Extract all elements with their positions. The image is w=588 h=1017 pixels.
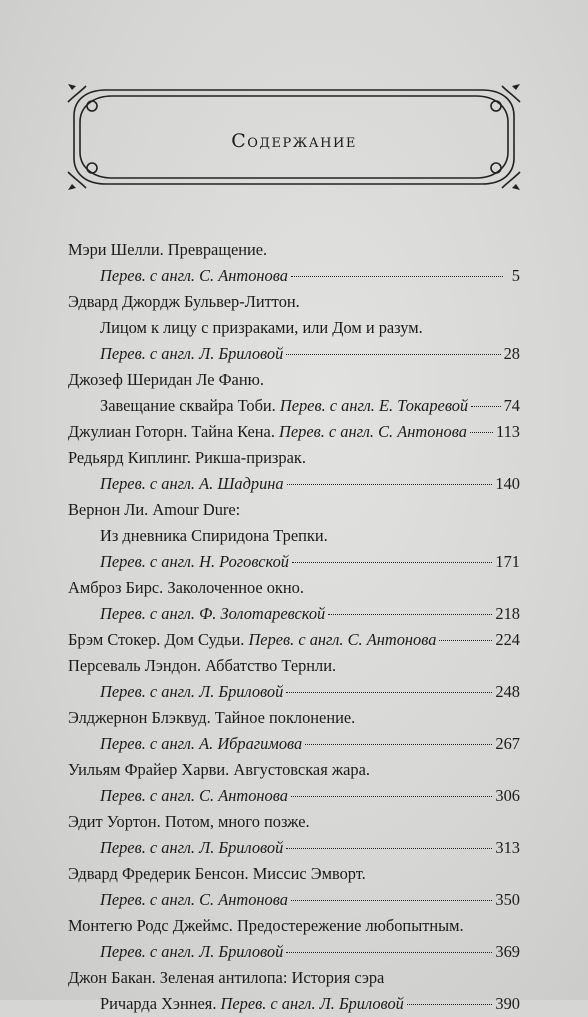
title-frame	[66, 82, 522, 192]
entry-translator-line	[68, 341, 520, 367]
leader-dots	[470, 432, 493, 433]
entry-translator: Перев. с англ. Л. Бриловой	[100, 942, 284, 961]
leader-dots	[286, 354, 500, 355]
entry-page-number: 369	[495, 942, 520, 961]
entry-page-number: 218	[495, 604, 520, 623]
entry-author-title	[68, 913, 520, 939]
leader-dots	[439, 640, 492, 641]
toc-entry	[68, 419, 520, 445]
entry-page-number: 113	[496, 422, 520, 441]
entry-translator-line	[68, 991, 520, 1017]
toc-entry	[68, 861, 520, 913]
entry-translator-line	[68, 731, 520, 757]
leader-dots	[286, 692, 492, 693]
entry-text: Элджернон Блэквуд. Тайное поклонение.	[68, 708, 356, 727]
entry-translator-line	[68, 783, 520, 809]
leader-dots	[291, 900, 492, 901]
entry-translator-line	[68, 835, 520, 861]
entry-translator: Перев. с англ. С. Антонова	[248, 630, 437, 649]
entry-prefix: Брэм Стокер. Дом Судьи.	[68, 630, 249, 649]
entry-page-number: 313	[495, 838, 520, 857]
entry-translator-line	[68, 939, 520, 965]
toc-entry	[68, 965, 520, 1017]
entry-translator: Перев. с англ. Ф. Золотаревской	[100, 604, 326, 623]
entry-text: Амброз Бирс. Заколоченное окно.	[68, 578, 304, 597]
leader-dots	[291, 276, 503, 277]
entry-text: Из дневника Спиридона Трепки.	[100, 526, 328, 545]
entry-page-number: 350	[495, 890, 520, 909]
entry-author-title	[68, 497, 520, 523]
entry-page-number: 306	[495, 786, 520, 805]
entry-author-title	[68, 575, 520, 601]
leader-dots	[305, 744, 492, 745]
toc-entry	[68, 367, 520, 419]
entry-author-title	[68, 289, 520, 315]
toc-entry	[68, 627, 520, 653]
entry-text: Редьярд Киплинг. Рикша-призрак.	[68, 448, 306, 467]
entry-title-line	[68, 523, 520, 549]
toc-entry	[68, 757, 520, 809]
toc-entry	[68, 705, 520, 757]
entry-page-number: 5	[511, 266, 520, 285]
entry-title-line	[68, 315, 520, 341]
entry-text: Монтегю Родс Джеймс. Предостережение любопытным.	[68, 916, 464, 935]
entry-author-title	[68, 809, 520, 835]
toc-entry	[68, 809, 520, 861]
leader-dots	[287, 484, 493, 485]
entry-text: Джон Бакан. Зеленая антилопа: История сэра	[68, 968, 385, 987]
toc-entry	[68, 913, 520, 965]
entry-text: Персеваль Лэндон. Аббатство Тернли.	[68, 656, 337, 675]
entry-translator: Перев. с англ. С. Антонова	[279, 422, 467, 441]
entry-page-number: 224	[495, 630, 520, 649]
entry-author-title	[68, 653, 520, 679]
entry-translator: Перев. с англ. А. Шадрина	[100, 474, 284, 493]
toc-entry	[68, 237, 520, 289]
entry-translator-line	[68, 419, 520, 445]
entry-translator: Перев. с англ. Е. Токаревой	[279, 396, 469, 415]
entry-translator: Перев. с англ. Л. Бриловой	[100, 344, 284, 363]
entry-page-number: 390	[495, 994, 520, 1013]
entry-page-number: 171	[495, 552, 520, 571]
leader-dots	[291, 796, 492, 797]
entry-page-number: 74	[503, 396, 520, 415]
entry-prefix: Завещание сквайра Тоби.	[100, 396, 280, 415]
entry-translator-line	[68, 601, 520, 627]
toc-entry	[68, 445, 520, 497]
entry-text: Мэри Шелли. Превращение.	[68, 240, 268, 259]
entry-translator-line	[68, 263, 520, 289]
entry-page-number: 28	[503, 344, 520, 363]
entry-translator: Перев. с англ. С. Антонова	[100, 786, 288, 805]
entry-text: Лицом к лицу с призраками, или Дом и разум.	[100, 318, 423, 337]
table-of-contents	[68, 237, 520, 1017]
entry-page-number: 140	[495, 474, 520, 493]
toc-entry	[68, 497, 520, 575]
entry-text: Эдвард Джордж Бульвер-Литтон.	[68, 292, 300, 311]
entry-translator-line	[68, 471, 520, 497]
entry-prefix: Джулиан Готорн. Тайна Кена.	[68, 422, 280, 441]
entry-page-number: 248	[495, 682, 520, 701]
entry-text: Джозеф Шеридан Ле Фаню.	[68, 370, 264, 389]
entry-text: Эдит Уортон. Потом, много позже.	[68, 812, 310, 831]
leader-dots	[286, 952, 492, 953]
entry-translator: Перев. с англ. Л. Бриловой	[220, 994, 404, 1013]
leader-dots	[292, 562, 492, 563]
entry-prefix: Ричарда Хэннея.	[100, 994, 221, 1013]
entry-page-number: 267	[495, 734, 520, 753]
entry-author-title	[68, 757, 520, 783]
entry-translator-line	[68, 627, 520, 653]
entry-translator-line	[68, 679, 520, 705]
entry-translator: Перев. с англ. А. Ибрагимова	[100, 734, 303, 753]
toc-entry	[68, 575, 520, 627]
entry-translator-line	[68, 549, 520, 575]
toc-entry	[68, 289, 520, 367]
entry-translator: Перев. с англ. С. Антонова	[100, 890, 288, 909]
entry-author-title	[68, 705, 520, 731]
entry-author-title	[68, 861, 520, 887]
entry-author-title	[68, 965, 520, 991]
entry-author-title	[68, 367, 520, 393]
page-title: Содержание	[231, 130, 357, 152]
entry-text: Эдвард Фредерик Бенсон. Миссис Эмворт.	[68, 864, 366, 883]
entry-author-title	[68, 445, 520, 471]
leader-dots	[328, 614, 492, 615]
entry-translator: Перев. с англ. Н. Роговской	[100, 552, 289, 571]
toc-entry	[68, 653, 520, 705]
leader-dots	[407, 1004, 493, 1005]
entry-translator: Перев. с англ. С. Антонова	[100, 266, 288, 285]
entry-translator: Перев. с англ. Л. Бриловой	[100, 838, 284, 857]
leader-dots	[471, 406, 500, 407]
entry-text: Уильям Фрайер Харви. Августовская жара.	[68, 760, 370, 779]
entry-translator: Перев. с англ. Л. Бриловой	[100, 682, 284, 701]
entry-text: Вернон Ли. Amour Dure:	[68, 500, 241, 519]
entry-author-title	[68, 237, 520, 263]
leader-dots	[286, 848, 492, 849]
entry-translator-line	[68, 393, 520, 419]
entry-translator-line	[68, 887, 520, 913]
